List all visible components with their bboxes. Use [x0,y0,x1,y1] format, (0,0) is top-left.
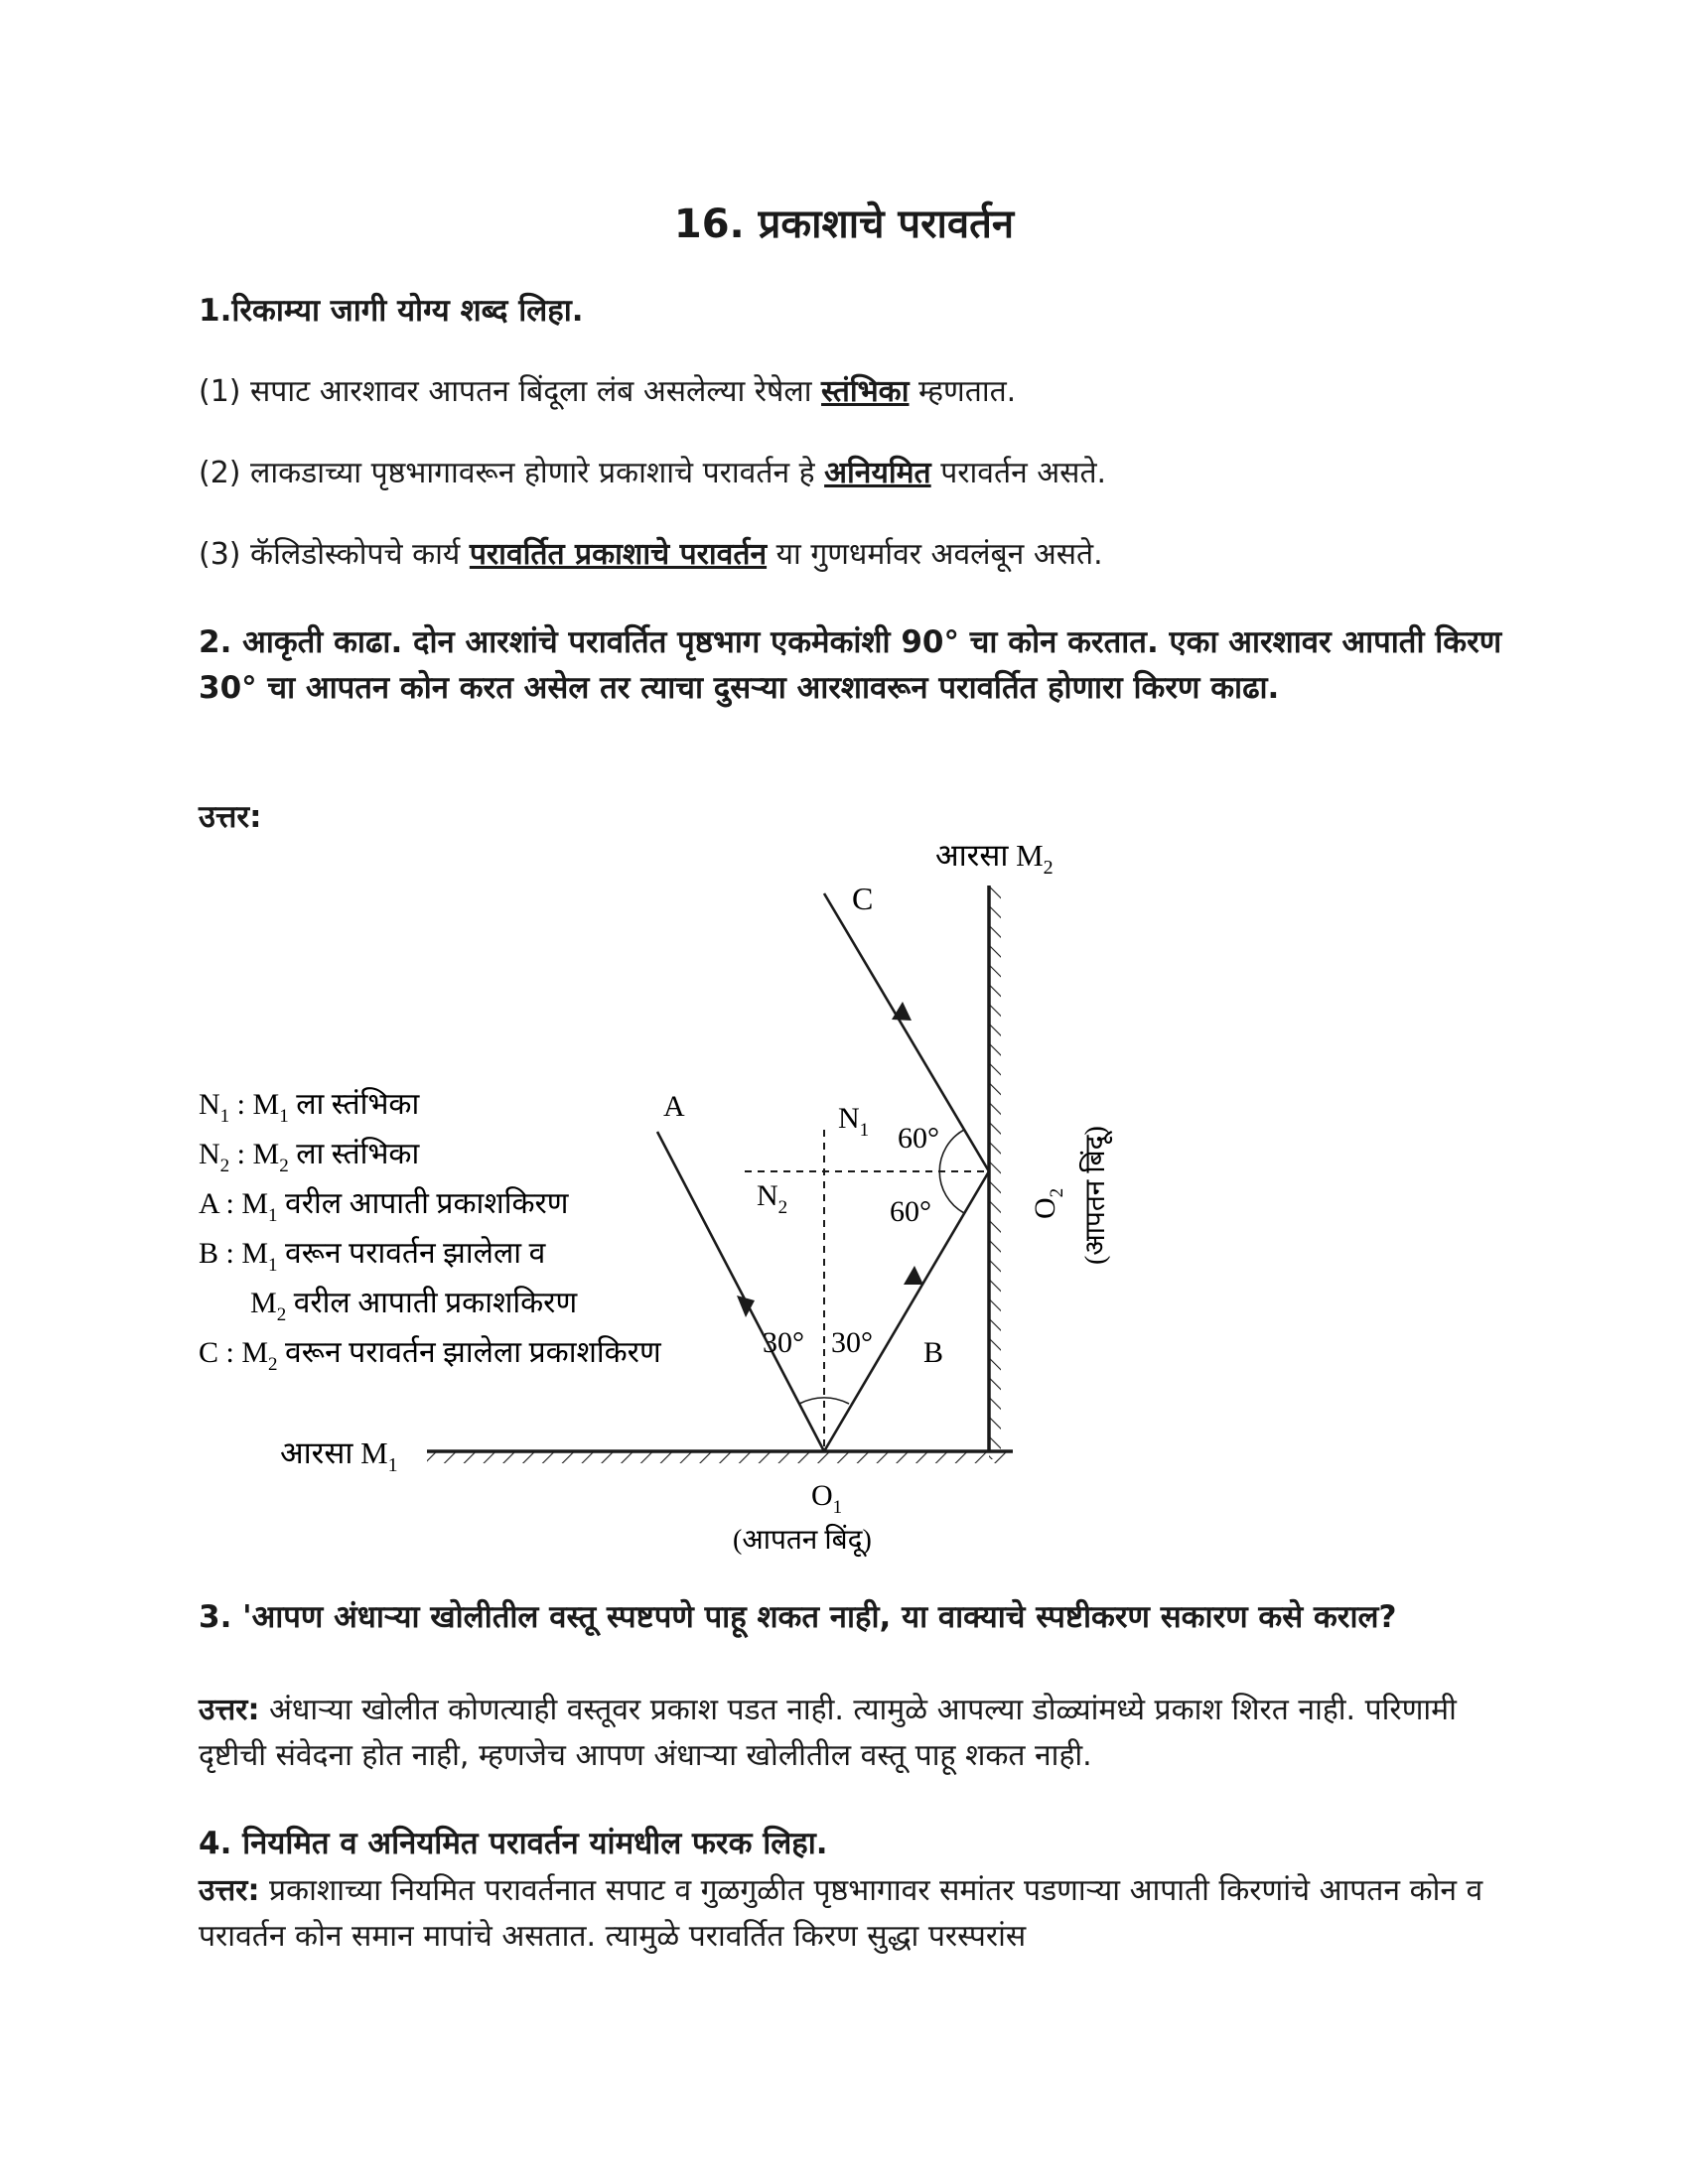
mirror-m2-hatching [989,886,1001,1459]
page-title: 16. प्रकाशाचे परावर्तन [673,202,1015,247]
q4-answer [199,1868,1509,1960]
q3-answer-text: अंधाऱ्या खोलीत कोणत्याही वस्तूवर प्रकाश पडत नाही. त्यामुळे आपल्या डोळ्यांमध्ये प्रकाश शिरत नाही. परिणामी दृष्टीची संवेदना होत नाही, म्हणजेच आपण अंधाऱ्या खोलीतील वस्तू पाहू शकत नाही. [199,1693,1457,1773]
label-angle-60-top: 60° [898,1122,939,1155]
q3-answer [199,1688,1509,1779]
q1-item-2-text: (2) लाकडाच्या पृष्ठभागावरून होणारे प्रकाशाचे परावर्तन हे [199,456,825,490]
label-angle-30-left: 30° [763,1326,804,1359]
q1-item-1-text-end: म्हणतात. [909,374,1017,409]
mirror-m1-hatching [427,1451,1013,1463]
q1-item-3-text-end: या गुणधर्मावर अवलंबून असते. [767,537,1103,572]
label-normal-n1: $N_1$ [838,1102,870,1141]
q1-item-3 [199,532,1509,578]
legend-b-line2: $M_2$ वरील आपाती प्रकाशकिरण [250,1287,578,1325]
q4-answer-text: प्रकाशाच्या नियमित परावर्तनात सपाट व गुळगुळीत पृष्ठभागावर समांतर पडणाऱ्या आपाती किरणांचे आपतन कोन व परावर्तन कोन समान मापांचे असतात. त्यामुळे परावर्तित किरण सुद्धा परस्परांस [199,1873,1483,1954]
legend-b: B : $M_1$ वरून परावर्तन झालेला व [199,1237,546,1276]
q1-item-2-answer: अनियमित [824,456,931,490]
q1-item-1-answer: स्तंभिका [821,374,910,409]
legend-a: A : $M_1$ वरील आपाती प्रकाशकिरण [199,1187,569,1226]
label-ray-a: A [663,1090,685,1123]
reflection-diagram [189,814,1142,1569]
label-ray-b: B [923,1336,944,1369]
label-incidence-point-bottom: (आपतन बिंदू) [733,1525,872,1556]
q3-answer-label: उत्तर: [199,1693,260,1727]
ray-b-arrow [904,1266,923,1285]
legend-c: C : $M_2$ वरून परावर्तन झालेला प्रकाशकिरण [199,1336,661,1375]
label-angle-60-bottom: 60° [890,1195,931,1228]
q1-item-3-answer: परावर्तित प्रकाशाचे परावर्तन [469,537,768,572]
q2-answer-label: उत्तर: [199,799,262,835]
q1-item-2-text-end: परावर्तन असते. [930,456,1107,490]
q4-answer-label: उत्तर: [199,1873,260,1908]
label-mirror-m1: आरसा $M_1$ [280,1435,398,1476]
label-ray-c: C [852,881,874,916]
q3-heading: 3. 'आपण अंधाऱ्या खोलीतील वस्तू स्पष्टपणे पाहू शकत नाही, या वाक्याचे स्पष्टीकरण सकारण कसे कराल? [199,1599,1397,1635]
label-mirror-m2: आरसा $M_2$ [935,838,1054,879]
label-point-o2: $O_2$ [1029,1187,1067,1219]
q1-heading: 1.रिकाम्या जागी योग्य शब्द लिहा. [199,293,584,329]
legend-n1: $N_1$ : $M_1$ ला स्तंभिका [199,1088,420,1127]
label-normal-n2: $N_2$ [757,1179,788,1218]
q4-heading: 4. नियमित व अनियमित परावर्तन यांमधील फरक लिहा. [199,1826,828,1861]
q1-item-3-text: (3) कॅलिडोस्कोपचे कार्य [199,537,470,572]
q2-heading: 2. आकृती काढा. दोन आरशांचे परावर्तित पृष्ठभाग एकमेकांशी 90° चा कोन करतात. एका आरशावर आपाती किरण 30° चा आपतन कोन करत असेल तर त्याचा दुसऱ्या आरशावरून परावर्तित होणारा किरण काढा. [199,624,1502,706]
legend-n2: $N_2$ : $M_2$ ला स्तंभिका [199,1138,420,1176]
reflection-diagram-svg [189,814,1142,1569]
label-incidence-point-side: (आपतन बिंदू) [1080,1126,1111,1265]
q1-item-1-text: (1) सपाट आरशावर आपतन बिंदूला लंब असलेल्या रेषेला [199,374,822,409]
label-angle-30-right: 30° [831,1326,873,1359]
label-point-o1: $O_1$ [811,1479,843,1518]
q1-item-2 [199,451,1509,496]
q1-item-1 [199,369,1509,415]
ray-a [657,1132,824,1451]
